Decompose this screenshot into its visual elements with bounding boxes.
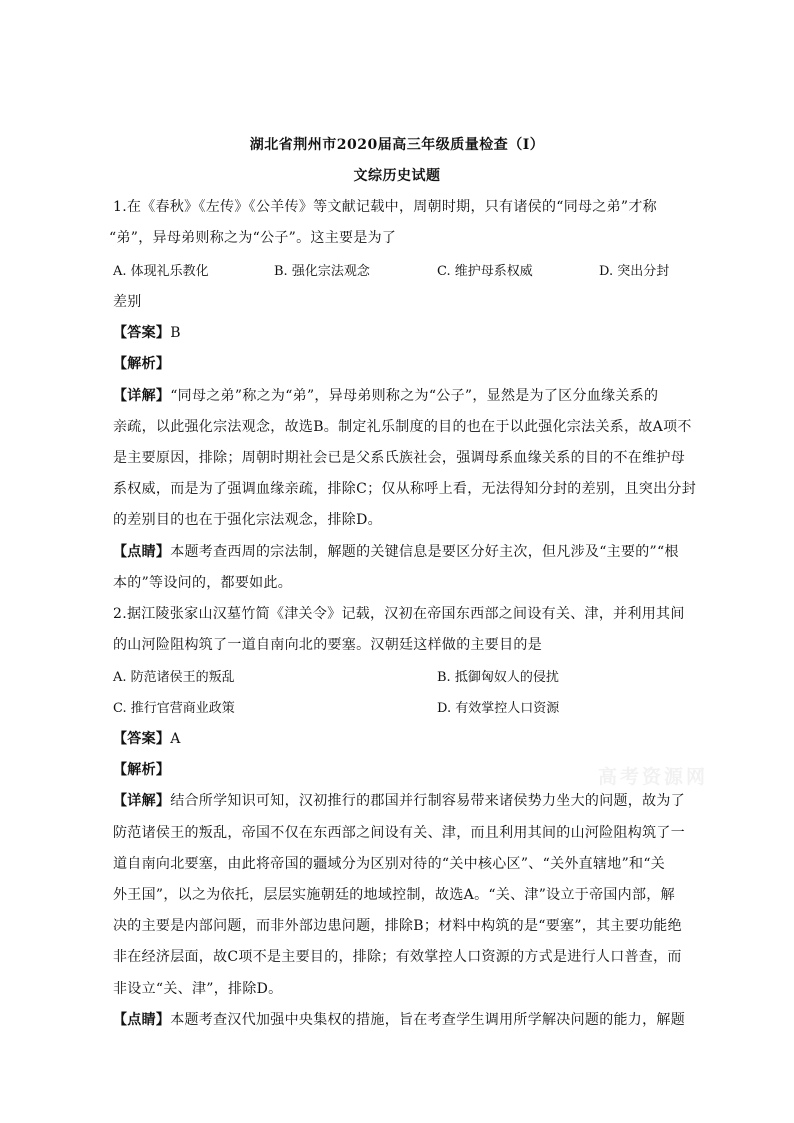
q1-detail-line-4: 系权威，而是为了强调血缘亲疏，排除C；仅从称呼上看，无法得知分封的差别，且突出分封	[113, 481, 697, 497]
point-tag: 【点睛】	[113, 544, 171, 560]
q2-answer	[113, 728, 181, 748]
q2-detail-line-6: 非在经济层面，故C项不是主要目的，排除；有效掌控人口资源的方式是进行人口普查，而	[113, 949, 682, 965]
answer-tag: 【答案】	[113, 325, 171, 341]
detail-tag: 【详解】	[113, 793, 171, 809]
point-text: 本题考查西周的宗法制，解题的关键信息是要区分好主次，但凡涉及“主要的”“根	[170, 544, 679, 560]
q1-detail-line-3: 是主要原因，排除；周朝时期社会已是父系氏族社会，强调母系血缘关系的目的不在维护母	[113, 450, 685, 466]
q1-detail-line-2: 亲疏，以此强化宗法观念，故选B。制定礼乐制度的目的也在于以此强化宗法关系，故A项不	[113, 419, 692, 435]
detail-tag: 【详解】	[113, 388, 171, 404]
q2-stem-line-2: 的山河险阻构筑了一道自南向北的要塞。汉朝廷这样做的主要目的是	[113, 637, 542, 653]
watermark: 高考资源网	[598, 766, 709, 788]
q2-detail-line-7: 非设立“关、津”，排除D。	[113, 981, 283, 997]
page-subtitle: 文综历史试题	[353, 168, 441, 184]
q1-option-c: C. 维护母系权威	[437, 264, 533, 279]
point-tag: 【点睛】	[113, 1012, 171, 1028]
q1-answer	[113, 322, 181, 342]
q2-detail-line-4: 外王国”，以之为依托，层层实施朝廷的地域控制，故选A。“关、津”设立于帝国内部，解	[113, 887, 675, 903]
q1-detail-line-1	[113, 385, 658, 405]
q1-point-line-2: 本的”等设问的，都要如此。	[113, 575, 293, 591]
q1-option-b: B. 强化宗法观念	[274, 264, 370, 279]
q1-option-a: A. 体现礼乐教化	[113, 264, 209, 279]
q2-option-c: C. 推行官营商业政策	[113, 701, 235, 716]
page-title: 湖北省荆州市2020届高三年级质量检查（Ⅰ）	[249, 137, 545, 153]
q2-detail-line-3: 道自南向北要塞，由此将帝国的疆域分为区别对待的“关中核心区”、“关外直辖地”和“关	[113, 856, 666, 872]
detail-text: 结合所学知识可知，汉初推行的郡国并行制容易带来诸侯势力坐大的问题，故为了	[170, 793, 686, 809]
answer-value: B	[170, 325, 181, 341]
q1-analysis-tag: 【解析】	[113, 356, 171, 372]
q1-point-line-1	[113, 541, 679, 561]
q2-point-line-1	[113, 1009, 685, 1029]
q2-detail-line-2: 防范诸侯王的叛乱，帝国不仅在东西部之间设有关、津，而且利用其间的山河险阻构筑了一	[113, 825, 685, 841]
q2-stem-line-1: 2.据江陵张家山汉墓竹简《津关令》记载，汉初在帝国东西部之间设有关、津，并利用其间	[113, 606, 685, 622]
answer-value: A	[170, 731, 181, 747]
q2-detail-line-5: 决的主要是内部问题，而非外部边患问题，排除B；材料中构筑的是“要塞”，其主要功能绝	[113, 918, 682, 934]
q2-option-b: B. 抵御匈奴人的侵扰	[437, 670, 559, 685]
q2-analysis-tag: 【解析】	[113, 762, 171, 778]
point-text: 本题考查汉代加强中央集权的措施，旨在考查学生调用所学解决问题的能力，解题	[170, 1012, 686, 1028]
q1-option-d-continued: 差别	[113, 294, 142, 310]
q1-detail-line-5: 的差别目的也在于强化宗法观念，排除D。	[113, 512, 382, 528]
q1-option-d: D. 突出分封	[599, 264, 670, 279]
q1-stem-line-2: “弟”，异母弟则称之为“公子”。这主要是为了	[109, 230, 397, 246]
q2-detail-line-1	[113, 790, 685, 810]
detail-text: “同母之弟”称之为“弟”，异母弟则称之为“公子”，显然是为了区分血缘关系的	[170, 388, 659, 404]
q1-stem-line-1: 1.在《春秋》《左传》《公羊传》等文献记载中，周朝时期，只有诸侯的“同母之弟”才称	[113, 199, 657, 215]
q2-option-a: A. 防范诸侯王的叛乱	[113, 670, 235, 685]
q2-option-d: D. 有效掌控人口资源	[437, 701, 560, 716]
answer-tag: 【答案】	[113, 731, 171, 747]
